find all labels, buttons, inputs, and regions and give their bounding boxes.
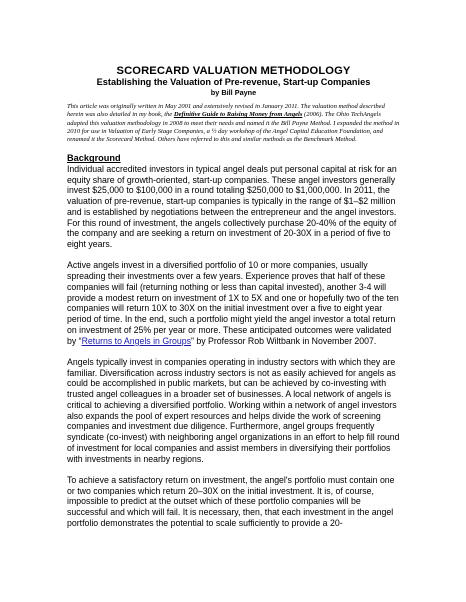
paragraph-3: Angels typically invest in companies operating in industry sectors with which they are familiar. Diversification across industry sectors is not as easily achieved for angels as could be accomplished in public markets, but can be achieved by co-investing with trusted angel colleagues in a broader set of businesses. A local network of angels is critical to achieving a diversified portfolio. Working within a network of angel investors also expands the pool of expert resources and helps divide the work of screening companies and investment due diligence. Furthermore, angel groups frequently syndicate (co-invest) with neighboring angel organizations in an effort to help fill round of investment for local companies and assist members in diversifying their portfolios with investments in nearby regions. <box>67 356 400 464</box>
section-heading-background: Background <box>67 153 121 164</box>
author-byline: by Bill Payne <box>210 88 257 97</box>
intro-note <box>67 103 400 144</box>
paragraph-2-text-1: Active angels invest in a diversified portfolio of 10 or more companies, usually spreading their investments over a few years. Experience proves that half of these companies will fail (returning nothing or less than capital invested), another 3-4 will provide a modest return on investment of 1X to 5X and one or hopefully two of the ten companies will return 10X to 30X on the initial investment over a five to eight year period of time. In the end, such a portfolio might yield the angel investor a total return on investment of 25% per year or more. These anticipated outcomes were validated by “ <box>67 260 399 346</box>
paragraph-4: To achieve a satisfactory return on investment, the angel's portfolio must contain one or two companies which return 20–30X on the initial investment. It is, of course, impossible to predict at the outset which of these portfolio companies will be successful and which will fail. It is necessary, then, that each investment in the angel portfolio demonstrates the potential to scale sufficiently to provide a 20- <box>67 474 395 528</box>
document-subtitle: Establishing the Valuation of Pre-revenue, Start-up Companies <box>96 77 371 87</box>
intro-text-2: (2006). The Ohio TechAngels adapted this valuation methodology in 2008 to meet their needs and named it the Bill Payne Method. I expanded the method in 2010 for use in Valuation of Early Stage Companies, a ½ day workshop of the Angel Capital Education Foundation, and renamed it the Scorecard Method. Others have referred to this and similar methods as the Benchmark Method. <box>67 111 400 144</box>
book-title: Definitive Guide to Raising Money from Angels <box>173 111 303 119</box>
paragraph-2 <box>67 260 400 346</box>
document-title: SCORECARD VALUATION METHODOLOGY <box>116 65 351 77</box>
paragraph-1: Individual accredited investors in typical angel deals put personal capital at risk for an equity share of growth-oriented, start-up companies. These angel investors generally invest $25,000 to $100,000 in a round totaling $250,000 to $1,000,000. In 2011, the valuation of pre-revenue, start-up companies is typically in the range of $1–$2 million and is established by negotiations between the entrepreneur and the angel investors. For this round of investment, the angels collectively purchase 20-40% of the equity of the company and are seeking a return on investment of 20-30X in a period of five to eight years. <box>67 163 397 250</box>
intro-text-1: This article was originally written in May 2001 and extensively revised in January 2011. The valuation method described herein was also detailed in my book, the <box>67 103 385 119</box>
paragraph-2-text-2: ” by Professor Rob Wiltbank in November 2007. <box>191 335 377 346</box>
returns-to-angels-link[interactable]: Returns to Angels in Groups <box>81 335 192 346</box>
